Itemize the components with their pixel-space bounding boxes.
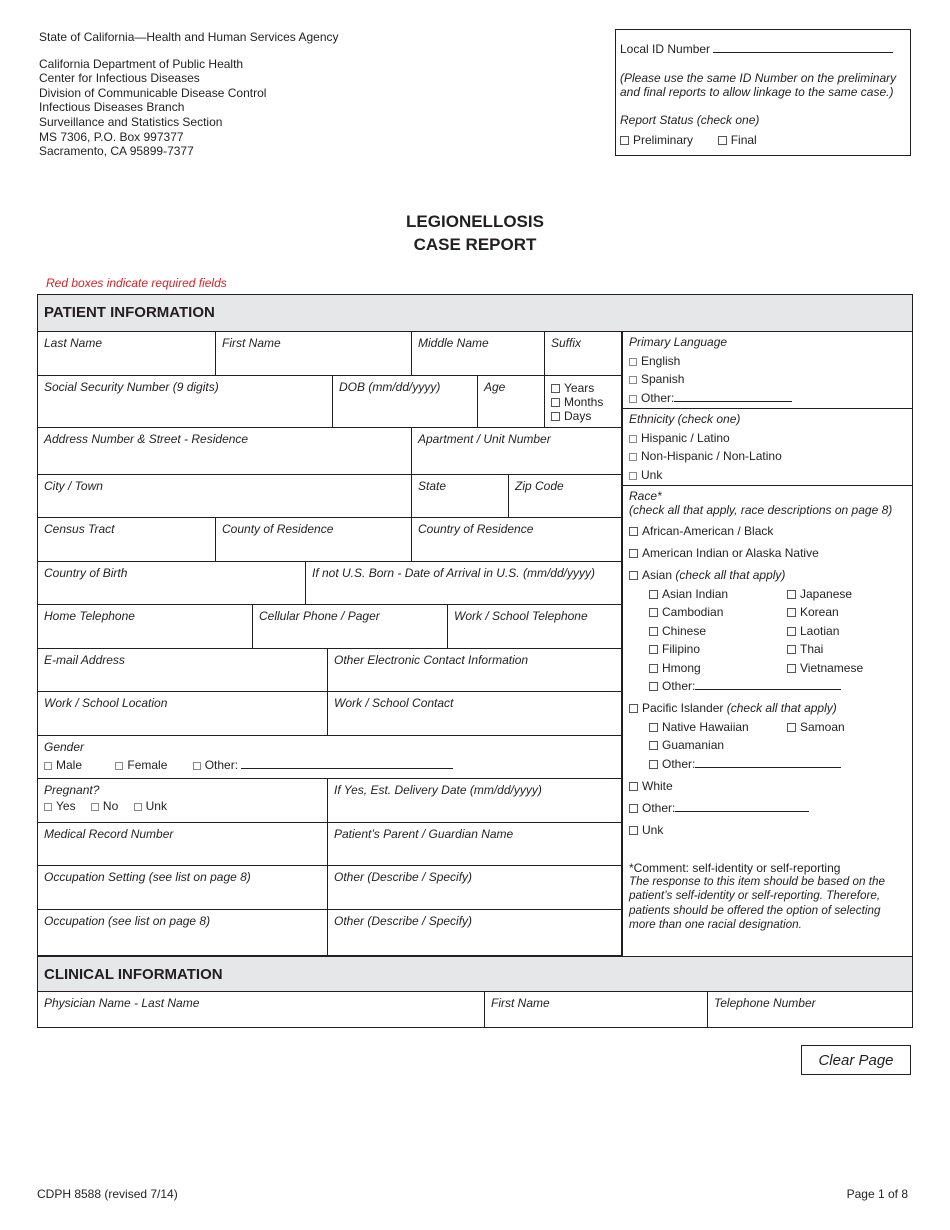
cambodian-label: Cambodian <box>662 605 724 619</box>
address-line: California Department of Public Health <box>39 56 244 71</box>
ethnicity-non-hispanic-checkbox[interactable] <box>629 453 637 461</box>
last-name-label: Last Name <box>44 336 103 350</box>
age-years-label: Years <box>564 381 595 395</box>
ssn-field[interactable] <box>38 376 333 428</box>
first-name-field[interactable] <box>216 332 412 376</box>
address-line: Division of Communicable Disease Control <box>39 85 267 100</box>
native-hawaiian-checkbox[interactable] <box>649 723 658 732</box>
arrival-date-field[interactable] <box>306 562 622 605</box>
country-residence-field[interactable] <box>412 518 622 562</box>
occupation-setting-field[interactable] <box>38 866 328 910</box>
cambodian-checkbox[interactable] <box>649 608 658 617</box>
laotian-checkbox[interactable] <box>787 627 796 636</box>
race-white-checkbox[interactable] <box>629 782 638 791</box>
samoan-label: Samoan <box>800 719 845 734</box>
patient-section-title: PATIENT INFORMATION <box>44 304 215 321</box>
ethnicity-hispanic-label: Hispanic / Latino <box>641 430 730 445</box>
race-other-input[interactable] <box>675 801 809 812</box>
medical-record-field[interactable] <box>38 823 328 866</box>
pregnant-yes-label: Yes <box>56 799 76 813</box>
race-other-checkbox[interactable] <box>629 804 638 813</box>
age-months-label: Months <box>564 395 604 409</box>
medical-record-label: Medical Record Number <box>44 827 174 841</box>
pregnant-no-label: No <box>102 799 119 813</box>
country-birth-label: Country of Birth <box>44 566 128 580</box>
race-group <box>623 486 913 956</box>
language-other-label: Other: <box>641 390 675 405</box>
age-years-checkbox[interactable] <box>551 384 560 393</box>
first-name-label: First Name <box>222 336 281 350</box>
last-name-field[interactable] <box>38 332 216 376</box>
address-label: Address Number & Street - Residence <box>44 432 249 446</box>
pregnant-no-checkbox[interactable] <box>91 803 99 811</box>
guamanian-label: Guamanian <box>662 738 725 752</box>
title-line-1: LEGIONELLOSIS <box>406 212 544 231</box>
local-id-box <box>615 29 911 156</box>
home-phone-field[interactable] <box>38 605 253 649</box>
age-field[interactable] <box>478 376 545 428</box>
ssn-label: Social Security Number (9 digits) <box>44 380 219 394</box>
local-id-field[interactable] <box>713 41 893 53</box>
asian-other-label: Other: <box>662 679 696 693</box>
race-unk-label: Unk <box>642 822 664 837</box>
race-unk-checkbox[interactable] <box>629 826 638 835</box>
occupation-other-field[interactable] <box>328 910 622 956</box>
physician-first-name-label: First Name <box>491 996 550 1010</box>
dob-label: DOB (mm/dd/yyyy) <box>339 380 441 394</box>
race-african-american-checkbox[interactable] <box>629 527 638 536</box>
other-contact-label: Other Electronic Contact Information <box>334 653 529 667</box>
preliminary-checkbox[interactable] <box>620 136 629 145</box>
race-white-label: White <box>642 778 673 793</box>
race-pacific-checkbox[interactable] <box>629 704 638 713</box>
filipino-checkbox[interactable] <box>649 645 658 654</box>
language-spanish-label: Spanish <box>641 372 685 386</box>
race-pacific-note: (check all that apply) <box>726 701 837 715</box>
vietnamese-label: Vietnamese <box>800 660 864 675</box>
suffix-field[interactable] <box>545 332 622 376</box>
cell-phone-label: Cellular Phone / Pager <box>259 609 380 623</box>
address-line: Surveillance and Statistics Section <box>39 114 223 129</box>
korean-label: Korean <box>800 605 839 619</box>
zip-label: Zip Code <box>515 479 564 493</box>
clinical-section-title: CLINICAL INFORMATION <box>44 966 223 983</box>
work-contact-label: Work / School Contact <box>334 696 454 710</box>
middle-name-label: Middle Name <box>418 336 489 350</box>
gender-male-checkbox[interactable] <box>44 762 52 770</box>
race-comment-body: The response to this item should be based on the patient’s self-identity or self-reporting. Therefore, patients should be offered the option of selecting more than one racial designation. <box>629 874 885 932</box>
gender-group <box>38 736 622 779</box>
work-location-label: Work / School Location <box>44 696 168 710</box>
patient-section-header <box>38 295 912 332</box>
country-residence-label: Country of Residence <box>418 522 534 536</box>
occupation-field[interactable] <box>38 910 328 956</box>
samoan-checkbox[interactable] <box>787 723 796 732</box>
pacific-other-label: Other: <box>662 756 696 771</box>
gender-female-checkbox[interactable] <box>115 762 123 770</box>
filipino-label: Filipino <box>662 642 701 656</box>
thai-checkbox[interactable] <box>787 645 796 654</box>
physician-last-name-label: Physician Name - Last Name <box>44 996 200 1010</box>
email-label: E-mail Address <box>44 653 125 667</box>
age-label: Age <box>484 380 506 394</box>
apartment-label: Apartment / Unit Number <box>418 432 551 446</box>
occupation-label: Occupation (see list on page 8) <box>44 914 211 928</box>
page-number: Page 1 of 8 <box>846 1187 908 1201</box>
pregnant-yes-checkbox[interactable] <box>44 803 52 811</box>
work-location-field[interactable] <box>38 692 328 736</box>
chinese-checkbox[interactable] <box>649 627 658 636</box>
city-label: City / Town <box>44 479 103 493</box>
race-african-american-label: African-American / Black <box>642 524 774 538</box>
ethnicity-unk-label: Unk <box>641 467 663 482</box>
laotian-label: Laotian <box>800 623 840 638</box>
form-id: CDPH 8588 (revised 7/14) <box>37 1187 178 1201</box>
cell-phone-field[interactable] <box>253 605 448 649</box>
agency-header <box>39 30 339 159</box>
linkage-note: (Please use the same ID Number on the preliminary and final reports to allow linkage to the same case.) <box>620 70 897 99</box>
zip-field[interactable] <box>509 475 622 518</box>
gender-label: Gender <box>44 740 85 754</box>
hmong-label: Hmong <box>662 660 701 675</box>
country-birth-field[interactable] <box>38 562 306 605</box>
physician-last-name-field[interactable] <box>38 992 485 1027</box>
hmong-checkbox[interactable] <box>649 664 658 673</box>
physician-first-name-field[interactable] <box>485 992 708 1027</box>
pregnant-unk-checkbox[interactable] <box>134 803 142 811</box>
middle-name-field[interactable] <box>412 332 545 376</box>
age-months-checkbox[interactable] <box>551 398 560 407</box>
japanese-label: Japanese <box>800 586 853 601</box>
home-phone-label: Home Telephone <box>44 609 135 623</box>
primary-language-group <box>623 332 913 409</box>
asian-indian-label: Asian Indian <box>662 586 729 601</box>
gender-female-label: Female <box>127 758 168 772</box>
race-asian-note: (check all that apply) <box>675 568 786 582</box>
language-other-checkbox[interactable] <box>629 395 637 403</box>
race-instructions: (check all that apply, race descriptions on page 8) <box>629 503 893 517</box>
ethnicity-label: Ethnicity (check one) <box>629 412 741 426</box>
korean-checkbox[interactable] <box>787 608 796 617</box>
census-tract-field[interactable] <box>38 518 216 562</box>
physician-telephone-label: Telephone Number <box>714 996 816 1010</box>
race-american-indian-checkbox[interactable] <box>629 549 638 558</box>
address-line: MS 7306, P.O. Box 997377 <box>39 129 184 144</box>
work-phone-field[interactable] <box>448 605 622 649</box>
form-title <box>0 210 950 256</box>
age-unit-group <box>545 376 622 428</box>
demographics-column <box>622 332 912 956</box>
ethnicity-hispanic-checkbox[interactable] <box>629 435 637 443</box>
address-line: Sacramento, CA 95899-7377 <box>39 144 194 159</box>
city-field[interactable] <box>38 475 412 518</box>
race-asian-label: Asian <box>642 568 673 582</box>
case-report-form <box>37 294 913 1028</box>
race-comment-title: *Comment: self-identity or self-reporting <box>629 860 841 875</box>
occupation-setting-other-field[interactable] <box>328 866 622 910</box>
ethnicity-non-hispanic-label: Non-Hispanic / Non-Latino <box>641 449 782 463</box>
asian-indian-checkbox[interactable] <box>649 590 658 599</box>
chinese-label: Chinese <box>662 623 707 638</box>
language-english-label: English <box>641 353 681 368</box>
pregnant-unk-label: Unk <box>145 799 167 813</box>
asian-other-input[interactable] <box>695 679 841 690</box>
physician-telephone-field[interactable] <box>708 992 912 1027</box>
japanese-checkbox[interactable] <box>787 590 796 599</box>
suffix-label: Suffix <box>551 336 582 350</box>
native-hawaiian-label: Native Hawaiian <box>662 719 749 734</box>
work-phone-label: Work / School Telephone <box>454 609 588 623</box>
race-american-indian-label: American Indian or Alaska Native <box>642 546 819 560</box>
final-checkbox[interactable] <box>718 136 727 145</box>
gender-male-label: Male <box>56 758 83 772</box>
work-contact-field[interactable] <box>328 692 622 736</box>
asian-other-checkbox[interactable] <box>649 682 658 691</box>
county-field[interactable] <box>216 518 412 562</box>
age-days-label: Days <box>564 409 592 423</box>
state-field[interactable] <box>412 475 509 518</box>
ethnicity-group <box>623 409 913 486</box>
dob-field[interactable] <box>333 376 478 428</box>
pregnant-group <box>38 779 328 823</box>
occupation-setting-other-label: Other (Describe / Specify) <box>334 870 473 884</box>
race-asian-checkbox[interactable] <box>629 571 638 580</box>
vietnamese-checkbox[interactable] <box>787 664 796 673</box>
address-line: Center for Infectious Diseases <box>39 71 200 86</box>
guamanian-checkbox[interactable] <box>649 741 658 750</box>
address-field[interactable] <box>38 428 412 475</box>
required-fields-note: Red boxes indicate required fields <box>46 276 227 290</box>
delivery-date-field[interactable] <box>328 779 622 823</box>
delivery-date-label: If Yes, Est. Delivery Date (mm/dd/yyyy) <box>334 783 542 797</box>
address-line: Infectious Diseases Branch <box>39 100 185 115</box>
county-label: County of Residence <box>222 522 334 536</box>
language-other-input[interactable] <box>674 391 792 402</box>
local-id-label: Local ID Number <box>620 42 711 56</box>
occupation-setting-label: Occupation Setting (see list on page 8) <box>44 870 251 884</box>
clear-page-button[interactable]: Clear Page <box>801 1045 911 1075</box>
language-english-checkbox[interactable] <box>629 358 637 366</box>
guardian-label: Patient’s Parent / Guardian Name <box>334 827 514 841</box>
census-tract-label: Census Tract <box>44 522 115 536</box>
primary-language-label: Primary Language <box>629 335 728 349</box>
apartment-field[interactable] <box>412 428 622 475</box>
guardian-field[interactable] <box>328 823 622 866</box>
preliminary-label: Preliminary <box>633 133 694 148</box>
pacific-other-checkbox[interactable] <box>649 760 658 769</box>
thai-label: Thai <box>800 642 824 656</box>
gender-other-checkbox[interactable] <box>193 762 201 770</box>
race-other-label: Other: <box>642 800 676 815</box>
arrival-date-label: If not U.S. Born - Date of Arrival in U.S. (mm/dd/yyyy) <box>312 566 595 580</box>
pregnant-label: Pregnant? <box>44 783 100 797</box>
report-status-label: Report Status (check one) <box>620 112 760 127</box>
occupation-other-label: Other (Describe / Specify) <box>334 914 473 928</box>
other-contact-field[interactable] <box>328 649 622 692</box>
pacific-other-input[interactable] <box>695 757 841 768</box>
race-pacific-label: Pacific Islander <box>642 701 724 715</box>
title-line-2: CASE REPORT <box>413 235 537 254</box>
final-label: Final <box>730 133 757 148</box>
clinical-section-header <box>38 956 912 992</box>
ethnicity-unk-checkbox[interactable] <box>629 472 637 480</box>
state-label: State <box>418 479 447 493</box>
age-days-checkbox[interactable] <box>551 412 560 421</box>
email-field[interactable] <box>38 649 328 692</box>
gender-other-label: Other: <box>204 758 239 772</box>
language-spanish-checkbox[interactable] <box>629 376 637 384</box>
gender-other-input[interactable] <box>241 758 453 769</box>
agency-name: State of California—Health and Human Services Agency <box>39 30 339 44</box>
race-label: Race* <box>629 489 662 503</box>
